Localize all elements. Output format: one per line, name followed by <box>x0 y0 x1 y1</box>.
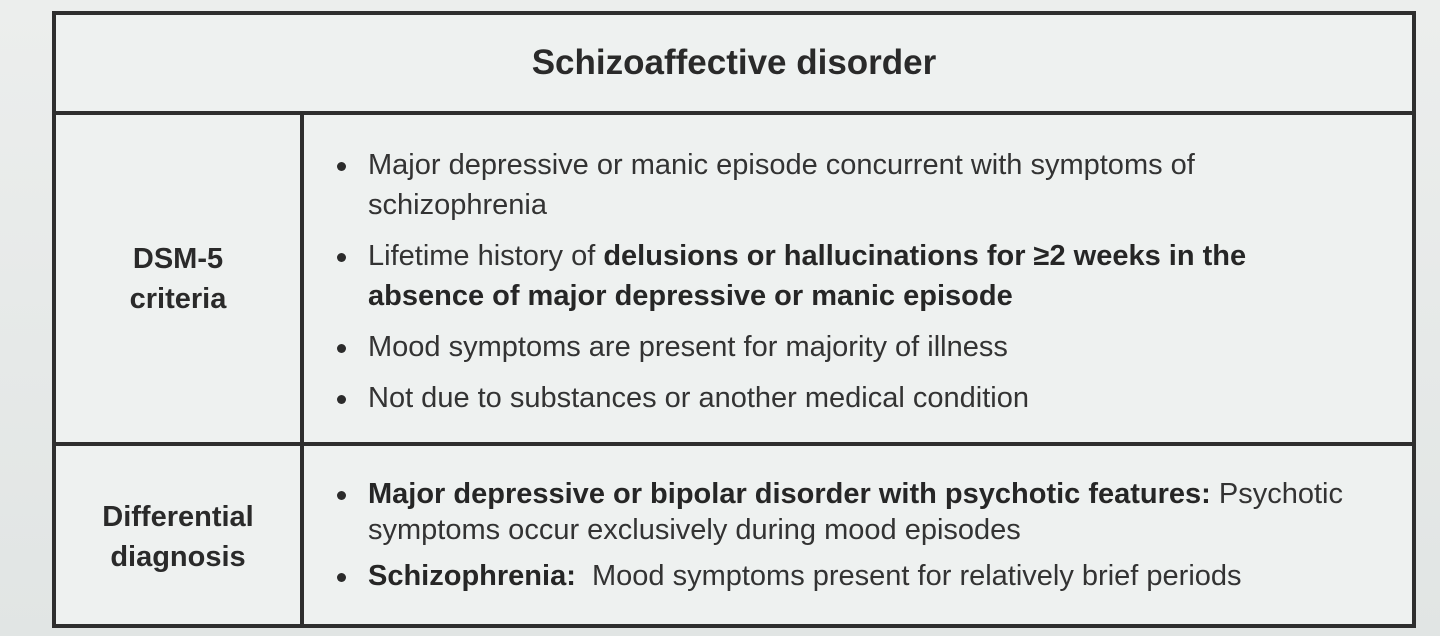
table-title: Schizoaffective disorder <box>531 43 937 82</box>
item-bold-text: delusions or hallucinations for ≥2 weeks in the absence of major depressive or manic episode <box>368 240 1247 312</box>
table-row-dsm5 <box>56 115 1412 446</box>
item-text: Psychotic symptoms occur exclusively during mood episodes <box>368 478 1343 546</box>
row-content-differential <box>304 446 1412 628</box>
item-text: Mood symptoms are present for majority of illness <box>368 331 1008 363</box>
item-bold-text: Major depressive or bipolar disorder with psychotic features: <box>368 478 1211 510</box>
row-label-dsm5 <box>56 115 304 442</box>
list-item <box>332 558 1412 594</box>
row-label-text: Differential diagnosis <box>102 501 254 573</box>
item-text: Lifetime history of <box>368 240 604 272</box>
item-text: Mood symptoms present for relatively brief periods <box>575 560 1242 592</box>
row-label-text: DSM-5 criteria <box>129 242 227 315</box>
row-label-differential <box>56 446 304 628</box>
list-item <box>332 476 1368 548</box>
list-item <box>332 378 1412 418</box>
row-content-dsm5 <box>304 115 1412 442</box>
table-row-differential <box>56 446 1412 628</box>
table-title-row <box>56 15 1412 115</box>
item-bold-text: Schizophrenia: <box>368 560 576 592</box>
item-text: Not due to substances or another medical condition <box>368 382 1029 414</box>
differential-list <box>332 446 1412 594</box>
criteria-table <box>52 11 1416 628</box>
list-item <box>332 327 1412 367</box>
item-text: Major depressive or manic episode concurrent with symptoms of schizophrenia <box>368 149 1195 221</box>
dsm5-criteria-list <box>332 115 1412 418</box>
list-item <box>332 236 1308 316</box>
list-item <box>332 145 1288 225</box>
